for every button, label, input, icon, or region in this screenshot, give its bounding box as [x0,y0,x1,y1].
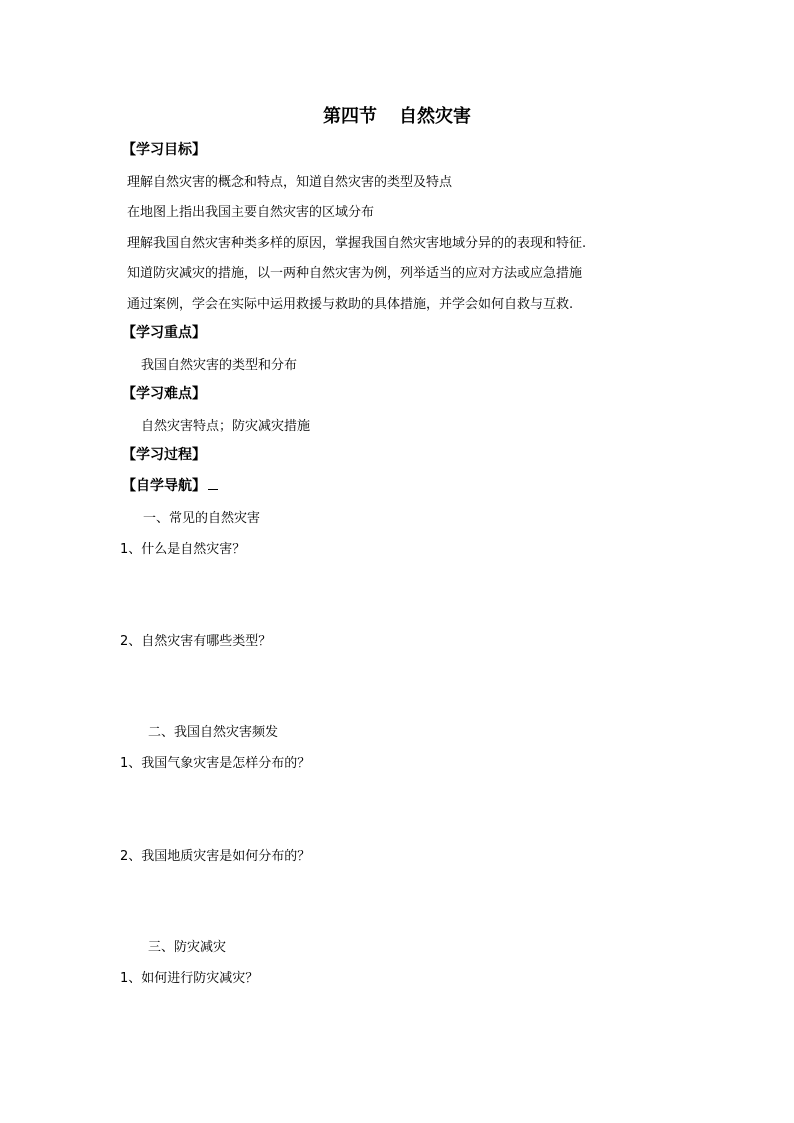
section-3-question-1: 1、如何进行防灾减灾？ [120,971,259,986]
objectives-heading: 【学习目标】 [122,142,206,158]
section-2-question-1: 1、我国气象灾害是怎样分布的？ [120,756,311,771]
key-points-heading: 【学习重点】 [122,325,206,341]
key-points-text: 我国自然灾害的类型和分布 [141,358,298,373]
objective-item-1: 理解自然灾害的概念和特点，知道自然灾害的类型及特点 [127,175,453,190]
section-2-question-2: 2、我国地质灾害是如何分布的？ [120,849,311,864]
self-study-heading [122,475,218,495]
objective-item-2: 在地图上指出我国主要自然灾害的区域分布 [127,205,375,220]
process-heading: 【学习过程】 [122,447,206,463]
title-section-number: 第四节 [323,106,377,127]
difficulties-heading: 【学习难点】 [122,386,206,402]
objective-item-5: 通过案例，学会在实际中运用救援与救助的具体措施，并学会如何自救与互救. [127,297,574,312]
section-2-title: 二、我国自然灾害频发 [148,725,279,740]
section-1-title: 一、常见的自然灾害 [143,511,261,526]
document-title [0,102,794,128]
objective-item-3: 理解我国自然灾害种类多样的原因，掌握我国自然灾害地域分异的的表现和特征. [127,236,587,251]
title-topic: 自然灾害 [399,106,471,127]
difficulties-text: 自然灾害特点；防灾减灾措施 [141,419,311,434]
objective-item-4: 知道防灾减灾的措施，以一两种自然灾害为例，列举适当的应对方法或应急措施 [127,266,583,281]
section-3-title: 三、防灾减灾 [148,940,227,955]
section-1-question-2: 2、自然灾害有哪些类型？ [120,634,272,649]
text-cursor [208,479,218,490]
section-1-question-1: 1、什么是自然灾害？ [120,542,246,557]
self-study-heading-label: 【自学导航】 [122,478,206,494]
